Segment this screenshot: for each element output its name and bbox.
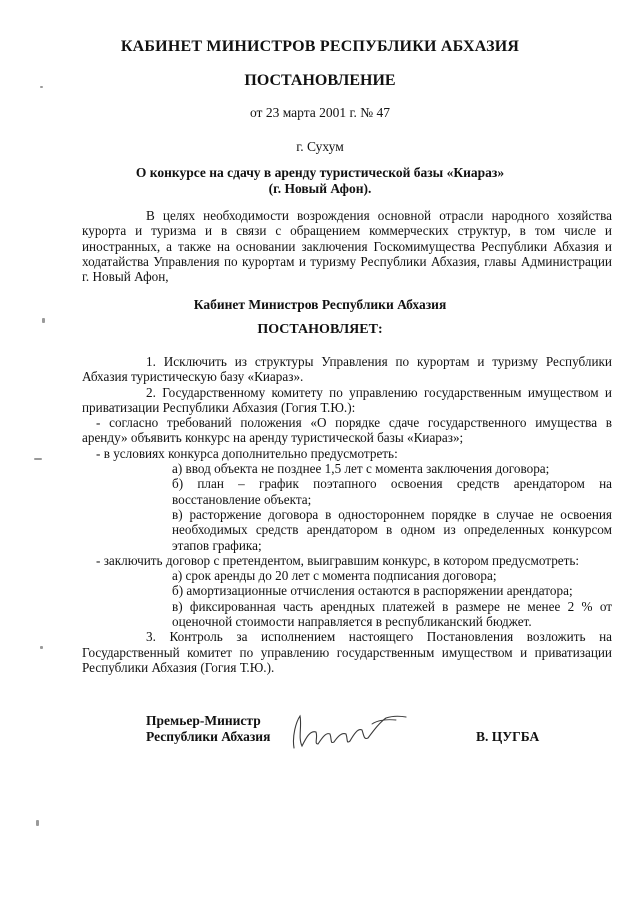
item-2-contract-a: а) срок аренды до 20 лет с момента подписания договора; (172, 568, 497, 584)
item-2: 2. Государственному комитету по управлению государственным имуществом и приватизации Республики Абхазия (Гогия Т.Ю.): (82, 384, 612, 415)
document-subject-line1: О конкурсе на сдачу в аренду туристической базы «Киараз» (135, 165, 505, 180)
preamble-text: В целях необходимости возрождения основной отрасли народного хозяйства курорта и туризма и в связи с обращением коммерческих структур, в том числе и иностранных, а также на основании заключения Госкомимущества Республики Абхазия и ходатайства Управления по курортам и туризму Республики Абхазия, главы Администрации г. Новый Афон, (82, 208, 612, 285)
preamble-block (82, 208, 612, 284)
signatory-name: В. ЦУГБА (476, 729, 540, 744)
item-2-contract-b: б) амортизационные отчисления остаются в распоряжении арендатора; (172, 583, 573, 599)
resolution-items (82, 354, 612, 675)
document-date: от 23 марта 2001 г. № 47 (249, 105, 391, 120)
signatory-position-line1: Премьер-Министр (146, 713, 261, 728)
item-3: 3. Контроль за исполнением настоящего Постановления возложить на Государственный комитет по управлению государственным имуществом и приватизации Республики Абхазия (Гогия Т.Ю.). (82, 629, 612, 675)
scan-speck (34, 458, 42, 460)
document-type: ПОСТАНОВЛЕНИЕ (244, 72, 396, 89)
signatory-position-line2: Республики Абхазия (146, 729, 271, 744)
issuer-line: Кабинет Министров Республики Абхазия (193, 297, 447, 312)
item-2-condition-c: в) расторжение договора в одностороннем порядке в случае не освоения необходимых средств арендатором в одном из определенных конкурсом этапов графика; (172, 506, 612, 553)
document-title: КАБИНЕТ МИНИСТРОВ РЕСПУБЛИКИ АБХАЗИЯ (120, 38, 520, 55)
item-2-announce: - согласно требований положения «О порядке сдаче государственного имущества в аренду» объявить конкурс на аренду туристической базы «Киараз»; (82, 415, 612, 446)
document-subject-line2: (г. Новый Афон). (268, 181, 372, 196)
scan-speck (40, 86, 43, 88)
handwritten-signature-icon (288, 708, 408, 754)
item-2-condition-b: б) план – график поэтапного освоения средств арендатором на восстановление объекта; (172, 476, 612, 507)
item-1: 1. Исключить из структуры Управления по курортам и туризму Республики Абхазия туристическую базу «Киараз». (82, 354, 612, 385)
scan-speck (36, 820, 39, 826)
item-2-conditions: - в условиях конкурса дополнительно предусмотреть: (96, 445, 398, 461)
scan-speck (40, 646, 43, 649)
item-2-contract-c: в) фиксированная часть арендных платежей в размере не менее 2 % от оценочной стоимости направляется в республиканский бюджет. (172, 598, 612, 630)
item-2-contract: - заключить договор с претендентом, выигравшим конкурс, в котором предусмотреть: (96, 552, 580, 568)
scan-speck (42, 318, 45, 323)
document-city: г. Сухум (296, 139, 344, 154)
resolves-heading: ПОСТАНОВЛЯЕТ: (257, 322, 383, 337)
item-2-condition-a: а) ввод объекта не позднее 1,5 лет с момента заключения договора; (172, 461, 550, 477)
